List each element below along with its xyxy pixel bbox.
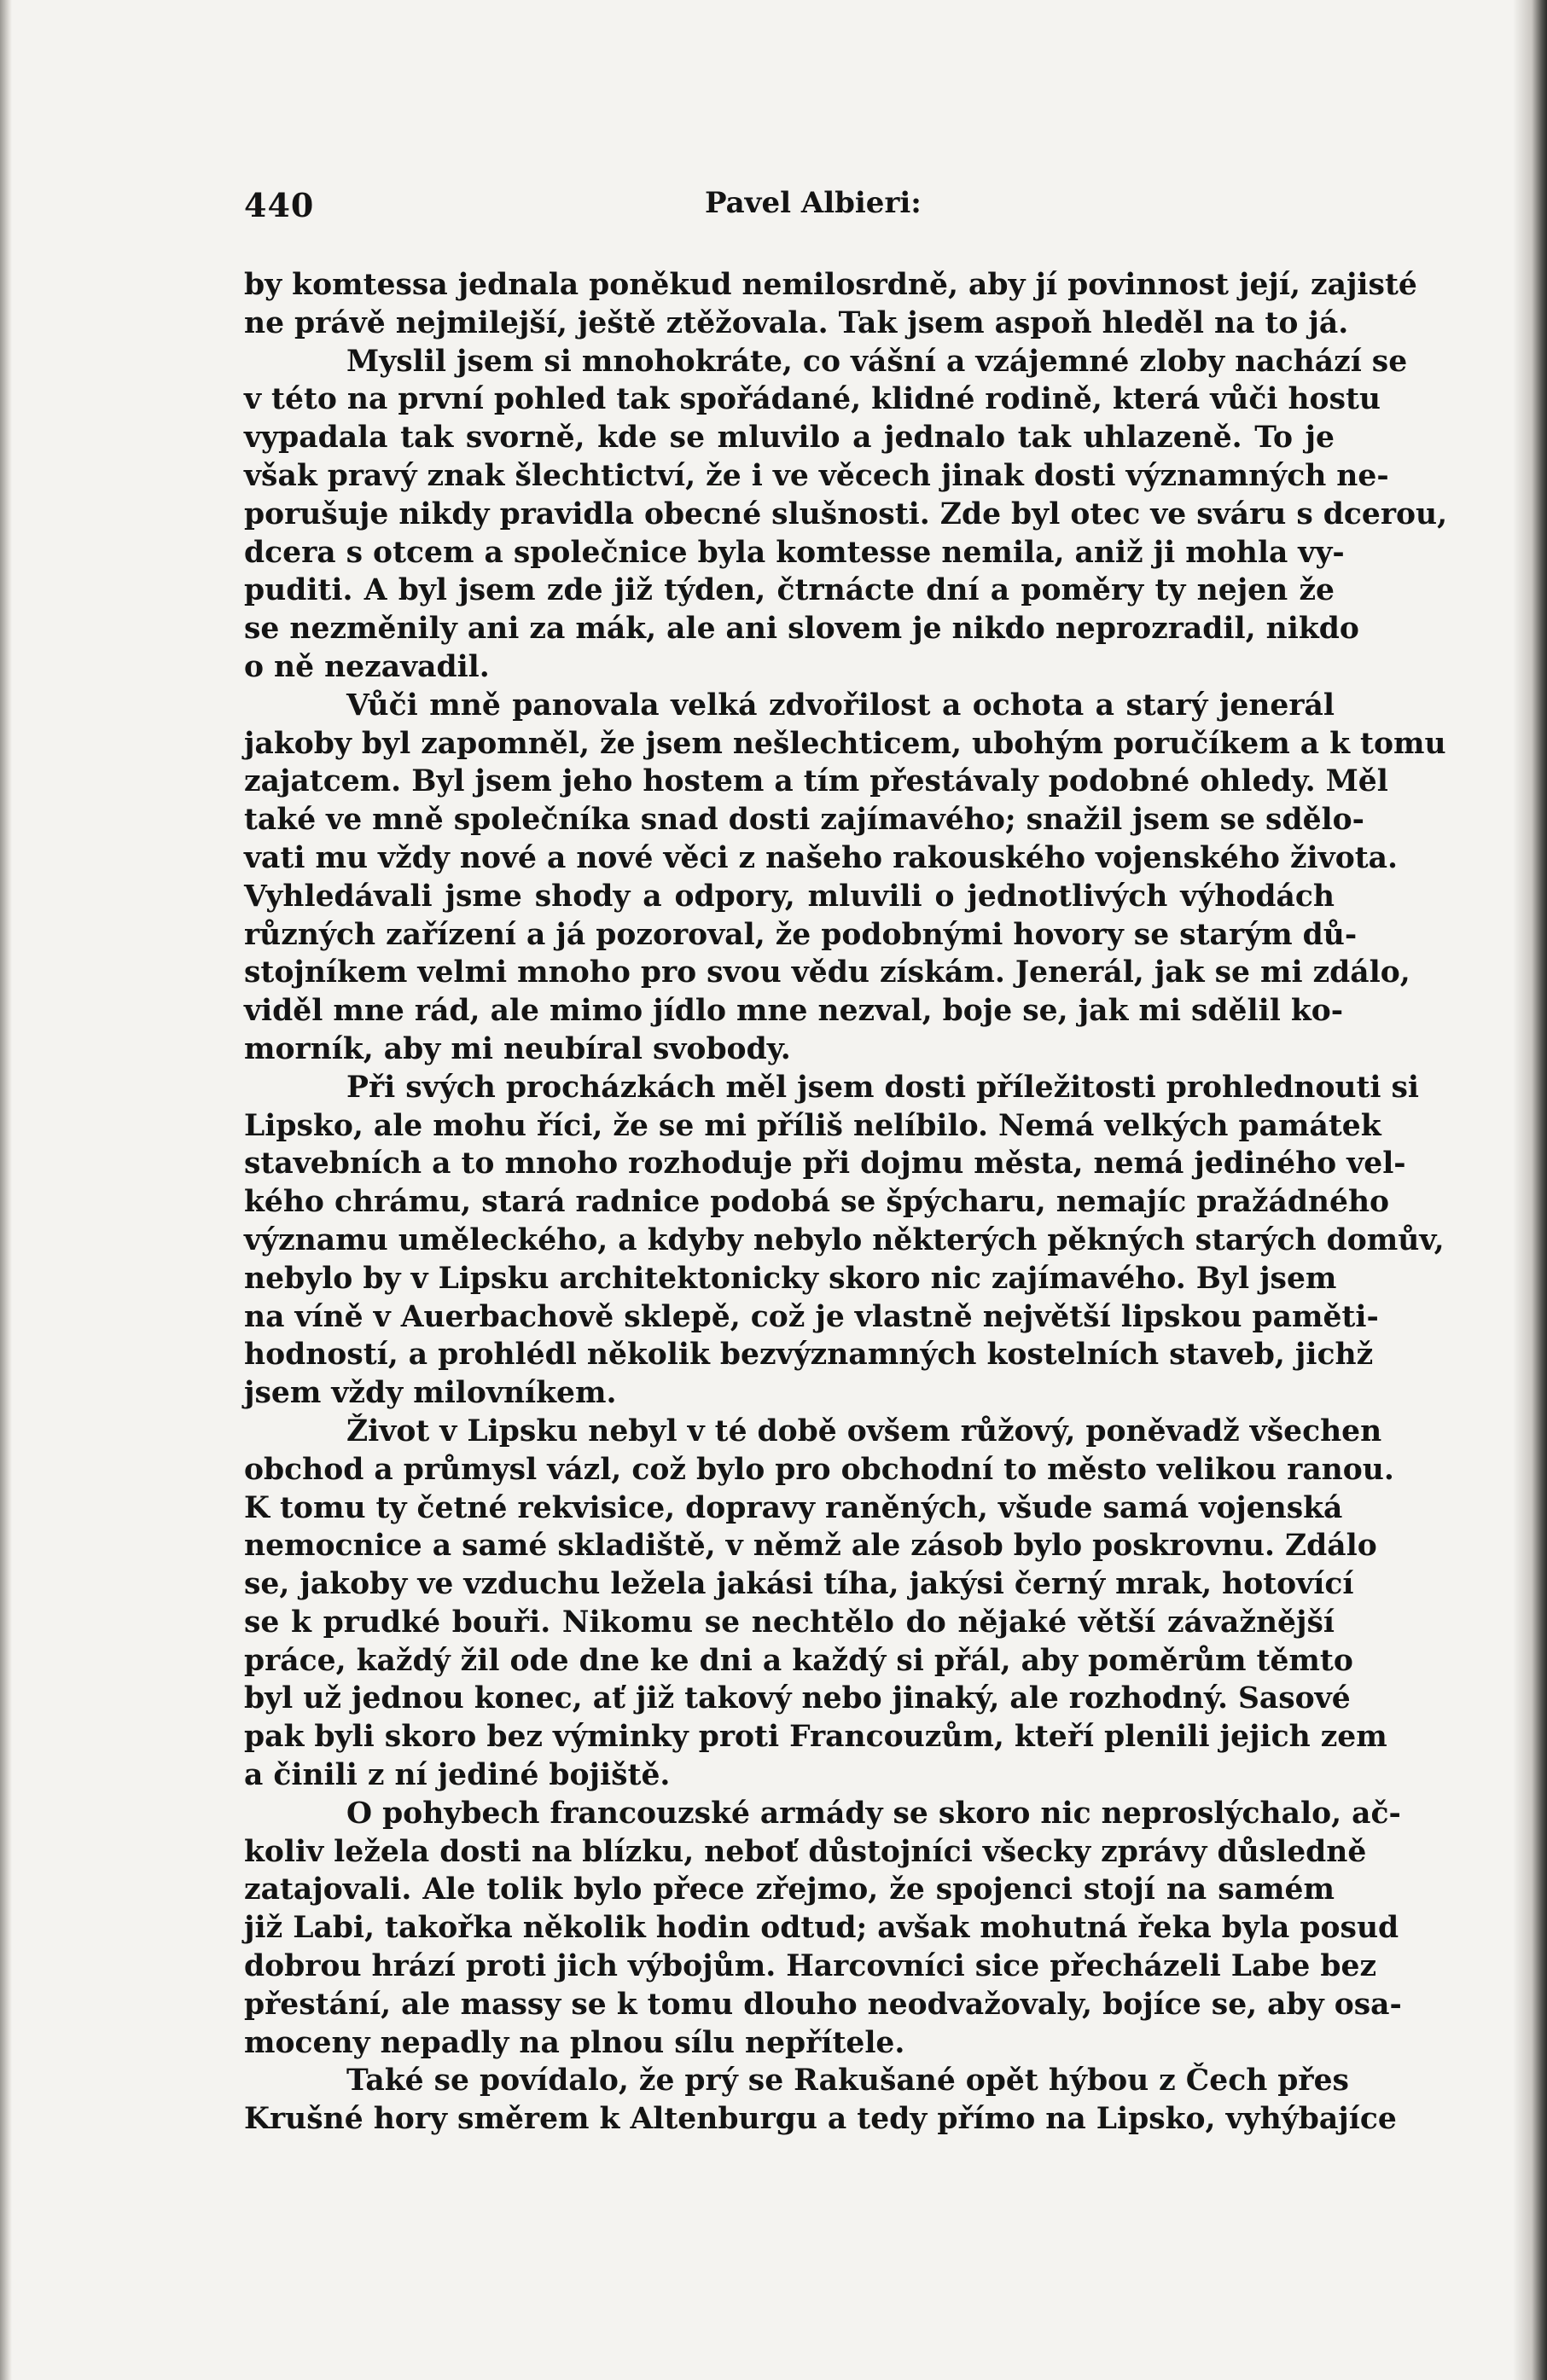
text-line: Při svých procházkách měl jsem dosti příležitosti prohlednouti si [346,1070,1420,1105]
text-line: Vyhledávali jsme shody a odpory, mluvili o jednotlivých výhodách [244,879,1335,914]
text-line: významu uměleckého, a kdyby nebylo některých pěkných starých domův, [244,1222,1445,1257]
scan-edge-right [1513,0,1547,2380]
text-line: na víně v Auerbachově sklepě, což je vlastně největší lipskou paměti- [244,1299,1379,1334]
page-number: 440 [244,186,315,224]
text-line: a činili z ní jediné bojiště. [244,1758,671,1793]
text-line: hodností, a prohlédl několik bezvýznamných kostelních staveb, jichž [244,1338,1374,1373]
text-line: vati mu vždy nové a nové věci z našeho rakouského vojenského života. [244,840,1399,875]
text-line: ne právě nejmilejší, ještě ztěžovala. Tak jsem aspoň hleděl na to já. [244,305,1349,340]
text-line: byl už jednou konec, ať již takový nebo jinaký, ale rozhodný. Sasové [244,1681,1351,1716]
text-line: dcera s otcem a společnice byla komtesse nemila, aniž ji mohla vy- [244,535,1345,570]
text-line: K tomu ty četné rekvisice, dopravy raněných, všude samá vojenská [244,1490,1343,1525]
text-line: by komtessa jednala poněkud nemilosrdně, aby jí povinnost její, zajisté [244,268,1417,302]
text-line: se nezměnily ani za mák, ale ani slovem je nikdo neprozradil, nikdo [244,612,1359,647]
text-line: Vůči mně panovala velká zdvořilost a ochota a starý jenerál [346,688,1335,723]
text-line: se k prudké bouři. Nikomu se nechtělo do nějaké větší závažnější [244,1605,1335,1640]
text-line: zajatcem. Byl jsem jeho hostem a tím přestávaly podobné ohledy. Měl [244,764,1388,799]
text-line: práce, každý žil ode dne ke dni a každý si přál, aby poměrům těmto [244,1643,1353,1678]
text-line: kého chrámu, stará radnice podobá se špýcharu, nemajíc pražádného [244,1185,1390,1220]
text-line: pak byli skoro bez výminky proti Francouzům, kteří plenili jejich zem [244,1720,1387,1755]
text-line: O pohybech francouzské armády se skoro nic neproslýchalo, ač- [346,1796,1401,1831]
text-line: jsem vždy milovníkem. [244,1376,617,1411]
text-line: obchod a průmysl vázl, což bylo pro obchodní to město velikou ranou. [244,1452,1394,1487]
text-line: Život v Lipsku nebyl v té době ovšem růžový, poněvadž všechen [346,1413,1382,1448]
text-line: jakoby byl zapomněl, že jsem nešlechticem, ubohým poručíkem a k tomu [244,726,1446,761]
text-line: koliv ležela dosti na blízku, neboť důstojníci všecky zprávy důsledně [244,1834,1367,1869]
text-line: Také se povídalo, že prý se Rakušané opět hýbou z Čech přes [346,2064,1349,2098]
text-line: přestání, ale massy se k tomu dlouho neodvažovaly, bojíce se, aby osa- [244,1987,1402,2022]
text-line: však pravý znak šlechtictví, že i ve věcech jinak dosti významných ne- [244,458,1389,493]
text-line: nemocnice a samé skladiště, v němž ale zásob bylo poskrovnu. Zdálo [244,1529,1377,1564]
text-line: morník, aby mi neubíral svobody. [244,1031,791,1066]
text-line: stojníkem velmi mnoho pro svou vědu získám. Jenerál, jak se mi zdálo, [244,955,1410,990]
text-line: dobrou hrází proti jich výbojům. Harcovníci sice přecházeli Labe bez [244,1949,1377,1984]
text-line: o ně nezavadil. [244,649,490,684]
scan-edge-left [0,0,12,2380]
text-line: v této na první pohled tak spořádané, klidné rodině, která vůči hostu [244,382,1381,417]
text-line: moceny nepadly na plnou sílu nepřítele. [244,2025,905,2060]
text-line: porušuje nikdy pravidla obecné slušnosti. Zde byl otec ve sváru s dcerou, [244,496,1448,531]
text-line: viděl mne rád, ale mimo jídlo mne nezval, boje se, jak mi sdělil ko- [244,994,1344,1029]
body-text [244,266,1448,2139]
running-head: Pavel Albieri: [705,186,922,220]
text-line: Krušné hory směrem k Altenburgu a tedy přímo na Lipsko, vyhýbajíce [244,2102,1397,2137]
text-line: se, jakoby ve vzduchu ležela jakási tíha, jakýsi černý mrak, hotovící [244,1567,1354,1602]
text-line: také ve mně společníka snad dosti zajímavého; snažil jsem se sdělo- [244,803,1364,838]
text-line: nebylo by v Lipsku architektonicky skoro nic zajímavého. Byl jsem [244,1261,1337,1296]
text-line: vypadala tak svorně, kde se mluvilo a jednalo tak uhlazeně. To je [244,421,1335,456]
text-line: Myslil jsem si mnohokráte, co vášní a vzájemné zloby nachází se [346,344,1408,379]
text-line: již Labi, takořka několik hodin odtud; avšak mohutná řeka byla posud [244,1911,1399,1946]
text-line: zatajovali. Ale tolik bylo přece zřejmo, že spojenci stojí na samém [244,1872,1335,1907]
text-line: puditi. A byl jsem zde již týden, čtrnácte dní a poměry ty nejen že [244,573,1335,608]
text-line: stavebních a to mnoho rozhoduje při dojmu města, nemá jediného vel- [244,1146,1406,1181]
text-line: Lipsko, ale mohu říci, že se mi příliš nelíbilo. Nemá velkých památek [244,1108,1381,1143]
text-line: různých zařízení a já pozoroval, že podobnými hovory se starým dů- [244,917,1358,952]
